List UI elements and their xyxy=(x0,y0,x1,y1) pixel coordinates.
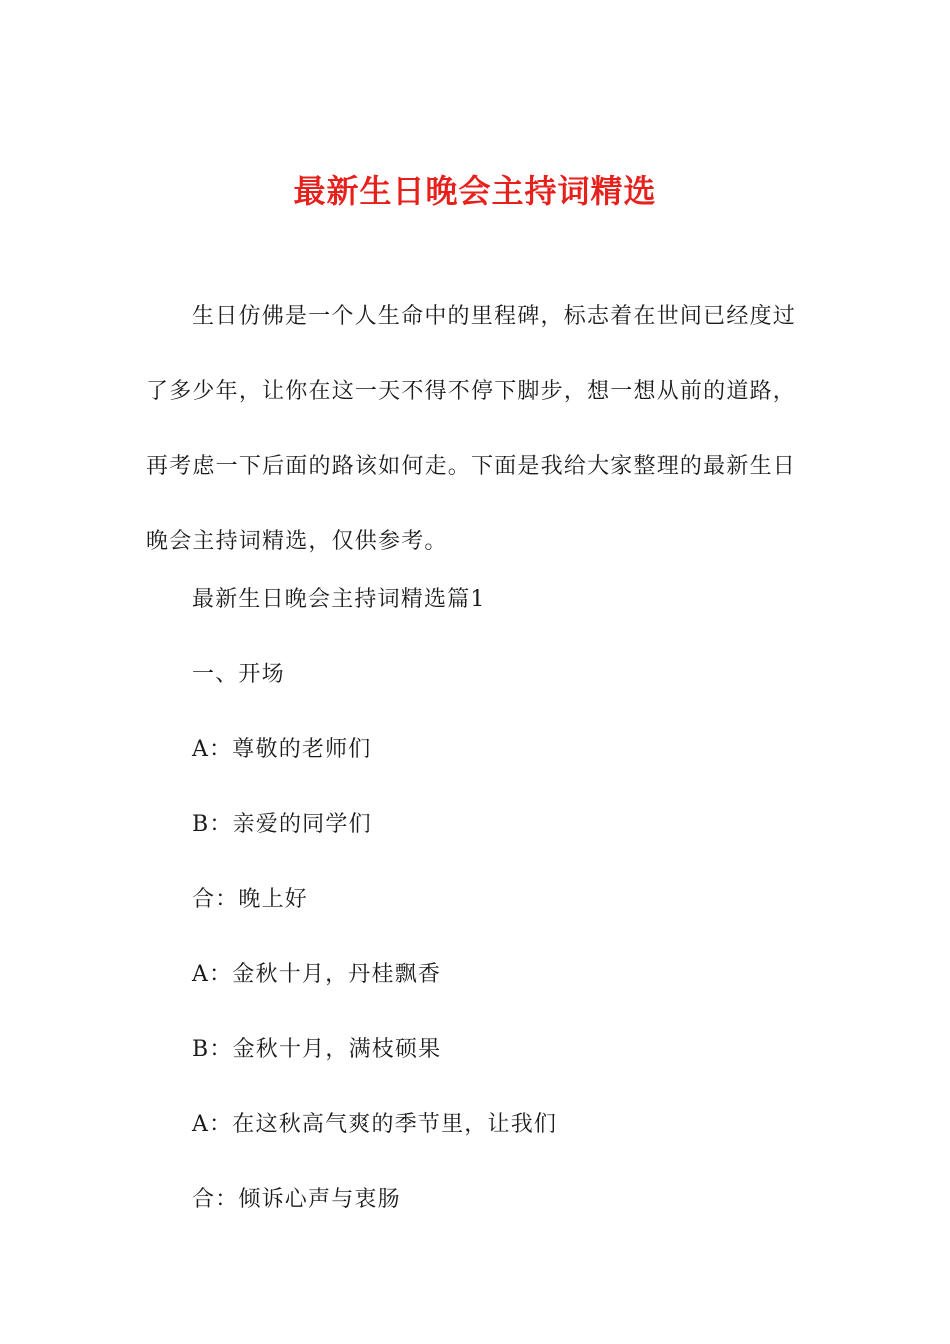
script-line: A：尊敬的老师们 xyxy=(192,737,372,762)
script-line: A：金秋十月，丹桂飘香 xyxy=(192,962,442,987)
script-line: 合：晚上好 xyxy=(192,887,309,912)
script-line: B：金秋十月，满枝硕果 xyxy=(192,1037,442,1062)
script-line: 合：倾诉心声与衷肠 xyxy=(192,1187,401,1212)
page-title: 最新生日晚会主持词精选 xyxy=(293,172,657,211)
section-heading: 最新生日晚会主持词精选篇1 xyxy=(192,587,486,612)
intro-paragraph: 生日仿佛是一个人生命中的里程碑，标志着在世间已经度过了多少年，让你在这一天不得不停下脚步，想一想从前的道路，再考虑一下后面的路该如何走。下面是我给大家整理的最新生日晚会主持词精选，仅供参考。 xyxy=(146,304,796,554)
subsection-heading: 一、开场 xyxy=(192,662,285,687)
script-line: B：亲爱的同学们 xyxy=(192,812,372,837)
script-line: A：在这秋高气爽的季节里，让我们 xyxy=(192,1112,558,1137)
